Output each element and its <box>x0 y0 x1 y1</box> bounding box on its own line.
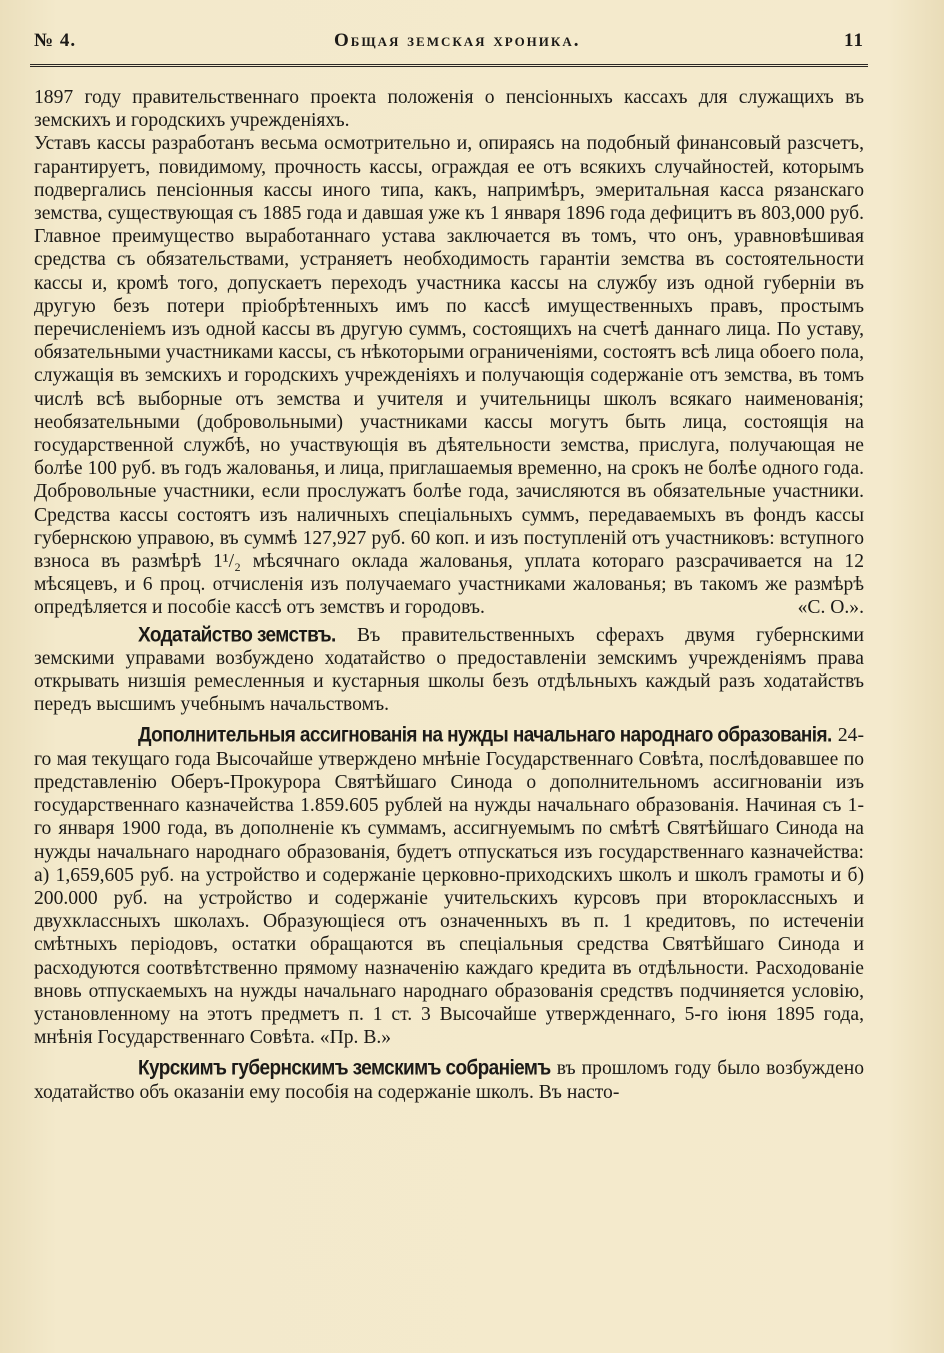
issue-number: № 4. <box>34 30 77 51</box>
source-signature: «С. О.». <box>797 597 864 619</box>
paragraph-text: Уставъ кассы разработанъ весьма осмотрительно и, опираясь на подобный финансовый разсчетъ, гарантируетъ, повидимому, прочность кассы, ограждая ее отъ всякихъ случайностей, которымъ подвергались пенсіонныя кассы иного типа, какъ, напримѣръ, эмеритальная касса рязанскаго земства, существующая съ 1885 года и давшая уже къ 1 января 1896 года дефицитъ въ 803,000 руб. Главное преимущество выработаннаго устава заключается въ томъ, что онъ, уравновѣшивая средства съ обязательствами, устраняетъ необходимость гарантіи земства въ состоятельности кассы и, кромѣ того, допускаетъ переходъ участника кассы на службу изъ одной губерніи въ другую безъ потери пріобрѣтенныхъ имъ по кассѣ имущественныхъ правъ, простымъ перечисленіемъ изъ одной кассы въ другую суммъ, состоящихъ на счетѣ даннаго лица. По уставу, обязательными участниками кассы, съ нѣкоторыми ограниченіями, состоятъ всѣ лица обоего пола, служащія въ земскихъ и городскихъ учрежденіяхъ и получающія содержаніе отъ земства, въ томъ числѣ всѣ выборные отъ земства и учителя и учительницы школъ всякаго наименованія; необязательными (добровольными) участниками кассы могутъ быть лица, состоящія на государственной службѣ, но участвующія въ дѣятельности земства, прислуга, получающая не болѣе 100 руб. въ годъ жалованья, и лица, приглашаемыя временно, на срокъ не болѣе одного года. Добровольные участники, если прослужатъ болѣе года, зачисляются въ обязательные участники. Средства кассы состоятъ изъ наличныхъ спеціальныхъ суммъ, передаваемыхъ въ фондъ кассы губернскою управою, въ суммѣ 127,927 руб. 60 коп. и изъ поступленій отъ участниковъ: вступного взноса въ размѣрѣ 1¹/₂ мѣсячнаго оклада жалованья, уплата котораго разсрачивается на 12 мѣсяцевъ, и 6 проц. отчисленія изъ получаемаго участниками жалованья; въ такомъ же размѣрѣ опредѣляется и пособіе кассѣ отъ земствъ и городовъ. <box>34 133 864 619</box>
running-header <box>34 30 864 58</box>
paragraph-petition <box>34 624 864 717</box>
paragraph-text: въ прошломъ году было возбуждено ходатайство объ оказаніи ему пособія на содержаніе школъ. Въ насто- <box>34 1058 864 1103</box>
journal-section-title: Общая земская хроника. <box>334 30 581 51</box>
paragraph-text: Въ правительственныхъ сферахъ двумя губернскими земскими управами возбуждено ходатайство о предоставленіи земскимъ учрежденіямъ права открывать низшія ремесленныя и кустарныя школы безъ отдѣльныхъ каждый разъ ходатайствъ передъ высшимъ учебнымъ начальствомъ. <box>34 624 864 716</box>
section-heading: Дополнительныя ассигнованія на нужды начальнаго народнаго образованія. <box>138 724 832 748</box>
page-number: 11 <box>844 30 864 51</box>
paragraph-pension-fund <box>34 132 864 619</box>
section-heading: Ходатайство земствъ. <box>138 623 336 647</box>
paragraph-appropriations <box>34 724 864 1049</box>
paragraph-kursk <box>34 1057 864 1103</box>
header-rule <box>30 64 868 67</box>
article-body <box>34 86 864 1104</box>
section-heading: Курскимъ губернскимъ земскимъ собраніемъ <box>138 1057 551 1081</box>
paragraph-text: 24-го мая текущаго года Высочайше утверждено мнѣніе Государственнаго Совѣта, послѣдовавшее по представленію Оберъ-Прокурора Святѣйшаго Синода о дополнительномъ ассигнованіи изъ государственнаго казначейства 1.859.605 рублей на нужды начальнаго образованія. Начиная съ 1-го января 1900 года, въ дополненіе къ суммамъ, ассигнуемымъ по смѣтѣ Святѣйшаго Синода на нужды начальнаго народнаго образованія, будетъ отпускаться изъ государственнаго казначейства: а) 1,659,605 руб. на устройство и содержаніе церковно-приходскихъ школъ и школъ грамоты и б) 200.000 руб. на устройство и содержаніе учительскихъ курсовъ при второклассныхъ и двухклассныхъ школахъ. Образующіеся отъ означенныхъ въ п. 1 кредитовъ, по истеченіи смѣтныхъ періодовъ, остатки обращаются въ спеціальныя средства Святѣйшаго Синода и расходуются соотвѣтственно прямому назначенію каждаго кредита въ отдѣльности. Расходованіе вновь отпускаемыхъ на нужды начальнаго народнаго образованія средствъ подчиняется условію, установленному на этотъ предметъ п. 1 ст. 3 Высочайше утвержденнаго, 5-го іюня 1895 года, мнѣнія Государственнаго Совѣта. «Пр. В.» <box>34 725 864 1049</box>
paragraph-continued: 1897 году правительственнаго проекта положенія о пенсіонныхъ кассахъ для служащихъ въ земскихъ и городскихъ учрежденіяхъ. <box>34 87 864 132</box>
